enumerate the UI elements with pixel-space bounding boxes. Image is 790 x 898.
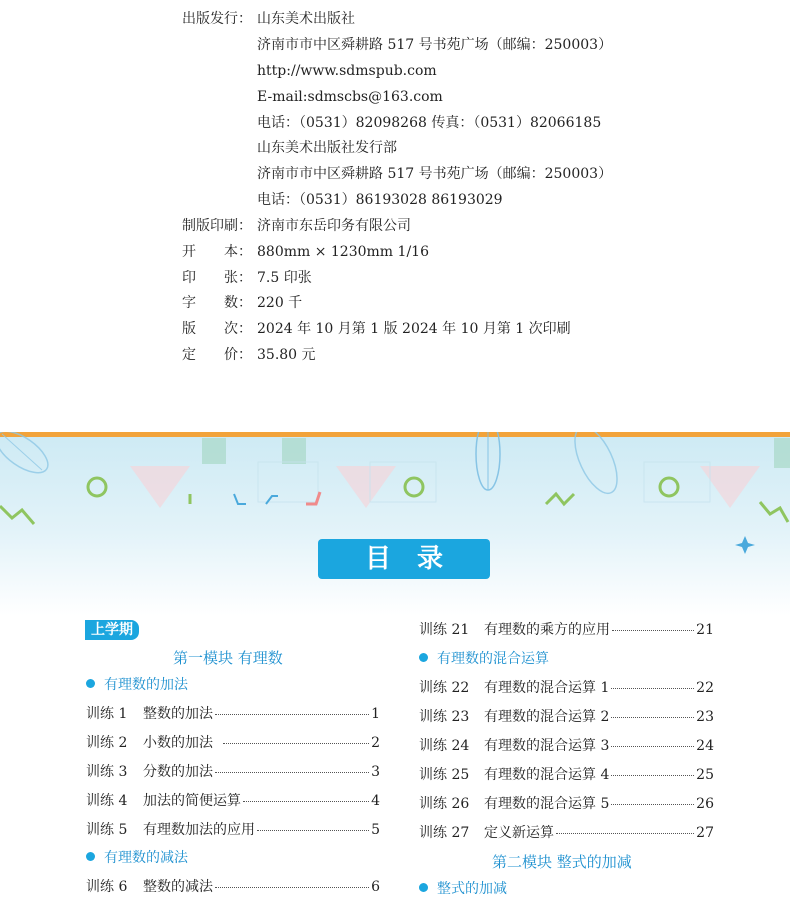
leader-dots (215, 714, 369, 715)
circle-shape (405, 478, 423, 496)
leader-dots (215, 772, 369, 773)
publisher-line: 山东美术出版社 (257, 11, 355, 27)
entry-title: 有理数的混合运算 1 (484, 680, 610, 696)
colophon-label: 开 本： (182, 244, 252, 260)
leaf-icon (476, 432, 500, 490)
entry-title: 有理数的混合运算 5 (484, 796, 610, 812)
entry-title: 有理数的乘方的应用 (484, 622, 610, 638)
leader-dots (611, 746, 694, 747)
zigzag-shape (0, 506, 34, 524)
topic-label: 有理数的混合运算 (437, 651, 549, 667)
bracket-shape (234, 494, 246, 504)
module-heading: 第一模块 有理数 (173, 649, 283, 667)
colophon-row (182, 346, 316, 364)
toc-entry[interactable] (419, 708, 714, 726)
topic-heading (86, 849, 188, 867)
entry-page: 4 (371, 793, 380, 809)
entry-title: 有理数加法的应用 (143, 822, 255, 838)
square-shape (282, 438, 306, 464)
leader-dots (215, 887, 369, 888)
toc-entry[interactable] (419, 824, 714, 842)
colophon-label: 制版印刷： (182, 218, 252, 234)
colophon-value: 880mm × 1230mm 1/16 (257, 244, 429, 260)
entry-page: 27 (696, 825, 714, 841)
toc-entry[interactable] (86, 821, 380, 839)
entry-number: 训练 23 (419, 709, 470, 725)
zigzag-shape (760, 502, 788, 522)
toc-title: 目录 (318, 539, 490, 579)
leaf-icon (566, 432, 625, 499)
entry-number: 训练 5 (86, 822, 128, 838)
entry-page: 6 (371, 879, 380, 895)
entry-page: 2 (371, 735, 380, 751)
entry-number: 训练 24 (419, 738, 470, 754)
toc-entry[interactable] (419, 679, 714, 697)
entry-page: 24 (696, 738, 714, 754)
module-heading: 第二模块 整式的加减 (492, 853, 632, 871)
entry-title: 定义新运算 (484, 825, 554, 841)
toc-entry[interactable] (419, 766, 714, 784)
entry-title: 整数的减法 (143, 879, 213, 895)
entry-title: 分数的加法 (143, 764, 213, 780)
colophon-label: 定 价： (182, 347, 252, 363)
leaf-icon (0, 432, 55, 481)
entry-title: 整数的加法 (143, 706, 213, 722)
entry-number: 训练 6 (86, 879, 128, 895)
triangle-shape (130, 466, 190, 508)
leader-dots (611, 804, 694, 805)
colophon-value: 220 千 (257, 295, 303, 311)
colophon-row (182, 217, 411, 235)
entry-number: 训练 26 (419, 796, 470, 812)
entry-number: 训练 27 (419, 825, 470, 841)
leader-dots (223, 743, 369, 744)
topic-label: 整式的加减 (437, 881, 507, 897)
publisher-line: E-mail:sdmscbs@163.com (257, 89, 443, 105)
publisher-line: http://www.sdmspub.com (257, 63, 437, 79)
entry-page: 3 (371, 764, 380, 780)
topic-heading (419, 650, 549, 668)
leader-dots (257, 830, 369, 831)
colophon-row (182, 269, 312, 287)
bracket-shape (266, 496, 278, 504)
publisher-line: 电话：（0531）82098268 传真：（0531）82066185 (257, 115, 602, 131)
toc-entry[interactable] (86, 763, 380, 781)
entry-page: 26 (696, 796, 714, 812)
entry-number: 训练 3 (86, 764, 128, 780)
publisher-line: 山东美术出版社发行部 (257, 140, 397, 156)
publisher-row (182, 10, 257, 28)
leader-dots (243, 801, 369, 802)
entry-number: 训练 25 (419, 767, 470, 783)
hatch-shape (258, 462, 318, 502)
entry-number: 训练 1 (86, 706, 128, 722)
entry-number: 训练 22 (419, 680, 470, 696)
entry-title: 小数的加法 (143, 735, 213, 751)
bullet-icon (419, 653, 428, 662)
entry-page: 22 (696, 680, 714, 696)
entry-page: 5 (371, 822, 380, 838)
leader-dots (556, 833, 694, 834)
publisher-line: 济南市市中区舜耕路 517 号书苑广场（邮编：250003） (257, 166, 613, 182)
square-shape (202, 438, 226, 464)
entry-title: 加法的简便运算 (143, 793, 241, 809)
colophon-row (182, 294, 303, 312)
colophon-value: 35.80 元 (257, 347, 316, 363)
colophon-value: 2024 年 10 月第 1 版 2024 年 10 月第 1 次印刷 (257, 321, 571, 337)
colophon-value: 7.5 印张 (257, 270, 312, 286)
entry-page: 21 (696, 622, 714, 638)
colophon-value: 济南市东岳印务有限公司 (257, 218, 411, 234)
semester-badge: 上学期 (85, 620, 139, 640)
circle-shape (660, 478, 678, 496)
topic-label: 有理数的加法 (104, 677, 188, 693)
entry-page: 25 (696, 767, 714, 783)
colophon-label: 版 次： (182, 321, 252, 337)
entry-title: 有理数的混合运算 2 (484, 709, 610, 725)
zigzag-shape (546, 494, 574, 504)
bullet-icon (86, 852, 95, 861)
publisher-label: 出版发行： (182, 11, 252, 27)
bullet-icon (86, 679, 95, 688)
leader-dots (611, 717, 694, 718)
circle-shape (88, 478, 106, 496)
entry-number: 训练 2 (86, 735, 128, 751)
entry-title: 有理数的混合运算 3 (484, 738, 610, 754)
toc-entry[interactable] (419, 621, 714, 639)
entry-page: 23 (696, 709, 714, 725)
entry-number: 训练 21 (419, 622, 470, 638)
leader-dots (611, 688, 694, 689)
sparkle-icon (735, 536, 755, 554)
topic-heading (419, 880, 507, 898)
leader-dots (611, 775, 694, 776)
topic-label: 有理数的减法 (104, 850, 188, 866)
entry-page: 1 (371, 706, 380, 722)
toc-entry[interactable] (86, 878, 380, 896)
entry-number: 训练 4 (86, 793, 128, 809)
toc-entry[interactable] (419, 737, 714, 755)
toc-entry[interactable] (86, 792, 380, 810)
colophon (0, 0, 790, 432)
square-shape (774, 438, 790, 468)
publisher-line: 济南市市中区舜耕路 517 号书苑广场（邮编：250003） (257, 37, 613, 53)
colophon-label: 印 张： (182, 270, 252, 286)
topic-heading (86, 676, 188, 694)
toc-entry[interactable] (86, 734, 380, 752)
toc-entry[interactable] (86, 705, 380, 723)
colophon-row (182, 320, 571, 338)
colophon-label: 字 数： (182, 295, 252, 311)
entry-title: 有理数的混合运算 4 (484, 767, 610, 783)
publisher-line: 电话：（0531）86193028 86193029 (257, 192, 503, 208)
toc-entry[interactable] (419, 795, 714, 813)
colophon-row (182, 243, 429, 261)
leader-dots (612, 630, 694, 631)
